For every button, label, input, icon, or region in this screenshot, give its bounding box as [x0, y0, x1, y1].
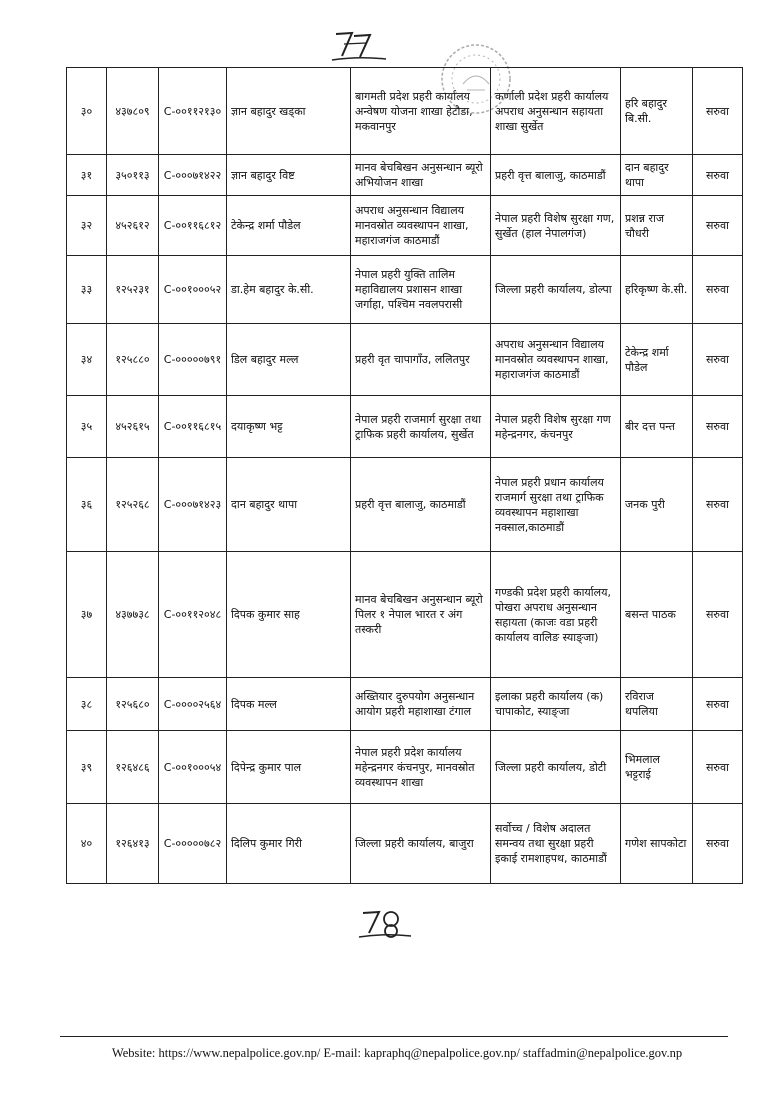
table-row: [67, 324, 743, 396]
code-number-cell: C-००१०००५२: [159, 256, 227, 324]
officer-name-cell: दिपक कुमार साह: [227, 552, 351, 678]
replacement-officer-cell: भिमलाल भट्टराई: [621, 731, 693, 804]
serial-number-cell: ३९: [67, 731, 107, 804]
employee-id-cell: १२५२६८: [107, 458, 159, 552]
transfer-office-cell: जिल्ला प्रहरी कार्यालय, डोल्पा: [491, 256, 621, 324]
replacement-officer-cell: गणेश सापकोटा: [621, 804, 693, 884]
replacement-officer-cell: हरिकृष्ण के.सी.: [621, 256, 693, 324]
code-number-cell: C-०००००७९१: [159, 324, 227, 396]
officer-name-cell: डिल बहादुर मल्ल: [227, 324, 351, 396]
transfer-office-cell: नेपाल प्रहरी प्रधान कार्यालय राजमार्ग सुरक्षा तथा ट्राफिक व्यवस्थापन महाशाखा नक्साल,काठमाडौं: [491, 458, 621, 552]
remark-cell: सरुवा: [693, 396, 743, 458]
remark-cell: सरुवा: [693, 256, 743, 324]
table-row: [67, 68, 743, 155]
code-number-cell: C-०००७१४२२: [159, 155, 227, 196]
transfer-office-cell: अपराध अनुसन्धान विद्यालय मानवस्रोत व्यवस्थापन शाखा, महाराजगंज काठमाडौं: [491, 324, 621, 396]
remark-cell: सरुवा: [693, 552, 743, 678]
officer-name-cell: डा.हेम बहादुर के.सी.: [227, 256, 351, 324]
officer-name-cell: दिपक मल्ल: [227, 678, 351, 731]
current-office-cell: प्रहरी वृत्त बालाजु, काठमाडौं: [351, 458, 491, 552]
replacement-officer-cell: हरि बहादुर बि.सी.: [621, 68, 693, 155]
table-row: [67, 731, 743, 804]
serial-number-cell: ३४: [67, 324, 107, 396]
code-number-cell: C-०००७१४२३: [159, 458, 227, 552]
code-number-cell: C-०००००७८२: [159, 804, 227, 884]
remark-cell: सरुवा: [693, 155, 743, 196]
transfer-office-cell: सर्वोच्च / विशेष अदालत समन्वय तथा सुरक्षा प्रहरी इकाई रामशाहपथ, काठमाडौं: [491, 804, 621, 884]
employee-id-cell: १२५८८०: [107, 324, 159, 396]
table-row: [67, 256, 743, 324]
replacement-officer-cell: रविराज थपलिया: [621, 678, 693, 731]
code-number-cell: C-००११२०४८: [159, 552, 227, 678]
code-number-cell: C-००११६८१५: [159, 396, 227, 458]
current-office-cell: मानव बेचबिखन अनुसन्धान ब्यूरो पिलर १ नेपाल भारत र अंग तस्करी: [351, 552, 491, 678]
replacement-officer-cell: बसन्त पाठक: [621, 552, 693, 678]
employee-id-cell: १२६४१३: [107, 804, 159, 884]
remark-cell: सरुवा: [693, 678, 743, 731]
table-row: [67, 196, 743, 256]
footer-divider: [60, 1036, 728, 1037]
transfer-office-cell: इलाका प्रहरी कार्यालय (क) चापाकोट, स्याङ्जा: [491, 678, 621, 731]
code-number-cell: C-००११६८१२: [159, 196, 227, 256]
replacement-officer-cell: प्रशन्न राज चौधरी: [621, 196, 693, 256]
table-row: [67, 155, 743, 196]
transfer-office-cell: कर्णाली प्रदेश प्रहरी कार्यालय अपराध अनुसन्धान सहायता शाखा सुर्खेत: [491, 68, 621, 155]
employee-id-cell: १२६४८६: [107, 731, 159, 804]
officer-name-cell: दिपेन्द्र कुमार पाल: [227, 731, 351, 804]
remark-cell: सरुवा: [693, 68, 743, 155]
officer-name-cell: ज्ञान बहादुर विष्ट: [227, 155, 351, 196]
footer-contact: Website: https://www.nepalpolice.gov.np/ E-mail: kapraphq@nepalpolice.gov.np/ staffadmin@nepalpolice.gov.np: [111, 1046, 683, 1060]
serial-number-cell: ३३: [67, 256, 107, 324]
employee-id-cell: ४५२६१५: [107, 396, 159, 458]
employee-id-cell: ३५०११३: [107, 155, 159, 196]
current-office-cell: नेपाल प्रहरी राजमार्ग सुरक्षा तथा ट्राफिक प्रहरी कार्यालय, सुर्खेत: [351, 396, 491, 458]
current-office-cell: मानव बेचबिखन अनुसन्धान ब्यूरो अभियोजन शाखा: [351, 155, 491, 196]
current-office-cell: बागमती प्रदेश प्रहरी कार्यालय अन्वेषण योजना शाखा हेटौडा, मकवानपुर: [351, 68, 491, 155]
handwritten-page-number-signature: [330, 26, 388, 64]
officer-name-cell: दयाकृष्ण भट्ट: [227, 396, 351, 458]
serial-number-cell: ३२: [67, 196, 107, 256]
remark-cell: सरुवा: [693, 804, 743, 884]
replacement-officer-cell: दान बहादुर थापा: [621, 155, 693, 196]
serial-number-cell: ३८: [67, 678, 107, 731]
table-row: [67, 678, 743, 731]
employee-id-cell: ४५२६१२: [107, 196, 159, 256]
officer-name-cell: दिलिप कुमार गिरी: [227, 804, 351, 884]
current-office-cell: प्रहरी वृत चापागाँउ, ललितपुर: [351, 324, 491, 396]
serial-number-cell: ३०: [67, 68, 107, 155]
table-row: [67, 804, 743, 884]
officer-name-cell: टेकेन्द्र शर्मा पौडेल: [227, 196, 351, 256]
transfer-office-cell: गण्डकी प्रदेश प्रहरी कार्यालय, पोखरा अपराध अनुसन्धान सहायता (काजः वडा प्रहरी कार्यालय वालिङ स्याङ्जा): [491, 552, 621, 678]
current-office-cell: अख्तियार दुरुपयोग अनुसन्धान आयोग प्रहरी महाशाखा टंगाल: [351, 678, 491, 731]
table-row: [67, 458, 743, 552]
remark-cell: सरुवा: [693, 458, 743, 552]
current-office-cell: अपराध अनुसन्धान विद्यालय मानवस्रोत व्यवस्थापन शाखा, महाराजगंज काठमाडौं: [351, 196, 491, 256]
employee-id-cell: १२५६८०: [107, 678, 159, 731]
table-row: [67, 552, 743, 678]
employee-id-cell: ४३७८०९: [107, 68, 159, 155]
current-office-cell: जिल्ला प्रहरी कार्यालय, बाजुरा: [351, 804, 491, 884]
employee-id-cell: ४३७७३८: [107, 552, 159, 678]
transfer-table: [66, 67, 743, 884]
transfer-office-cell: जिल्ला प्रहरी कार्यालय, डोटी: [491, 731, 621, 804]
table-row: [67, 396, 743, 458]
replacement-officer-cell: बीर दत्त पन्त: [621, 396, 693, 458]
transfer-office-cell: नेपाल प्रहरी विशेष सुरक्षा गण, सुर्खेत (हाल नेपालगंज): [491, 196, 621, 256]
transfer-office-cell: प्रहरी वृत्त बालाजु, काठमाडौं: [491, 155, 621, 196]
serial-number-cell: ३५: [67, 396, 107, 458]
code-number-cell: C-००११२१३०: [159, 68, 227, 155]
remark-cell: सरुवा: [693, 196, 743, 256]
serial-number-cell: ३१: [67, 155, 107, 196]
officer-name-cell: ज्ञान बहादुर खड्का: [227, 68, 351, 155]
code-number-cell: C-००००२५६४: [159, 678, 227, 731]
remark-cell: सरुवा: [693, 731, 743, 804]
remark-cell: सरुवा: [693, 324, 743, 396]
handwritten-footer-signature: [357, 905, 413, 941]
transfer-office-cell: नेपाल प्रहरी विशेष सुरक्षा गण महेन्द्रनगर, कंचनपुर: [491, 396, 621, 458]
officer-name-cell: दान बहादुर थापा: [227, 458, 351, 552]
serial-number-cell: ४०: [67, 804, 107, 884]
replacement-officer-cell: जनक पुरी: [621, 458, 693, 552]
current-office-cell: नेपाल प्रहरी प्रदेश कार्यालय महेन्द्रनगर कंचनपुर, मानवस्रोत व्यवस्थापन शाखा: [351, 731, 491, 804]
employee-id-cell: १२५२३१: [107, 256, 159, 324]
serial-number-cell: ३७: [67, 552, 107, 678]
replacement-officer-cell: टेकेन्द्र शर्मा पौडेल: [621, 324, 693, 396]
code-number-cell: C-००१०००५४: [159, 731, 227, 804]
serial-number-cell: ३६: [67, 458, 107, 552]
current-office-cell: नेपाल प्रहरी युक्ति तालिम महाविद्यालय प्रशासन शाखा जर्गाहा, पश्चिम नवलपरासी: [351, 256, 491, 324]
